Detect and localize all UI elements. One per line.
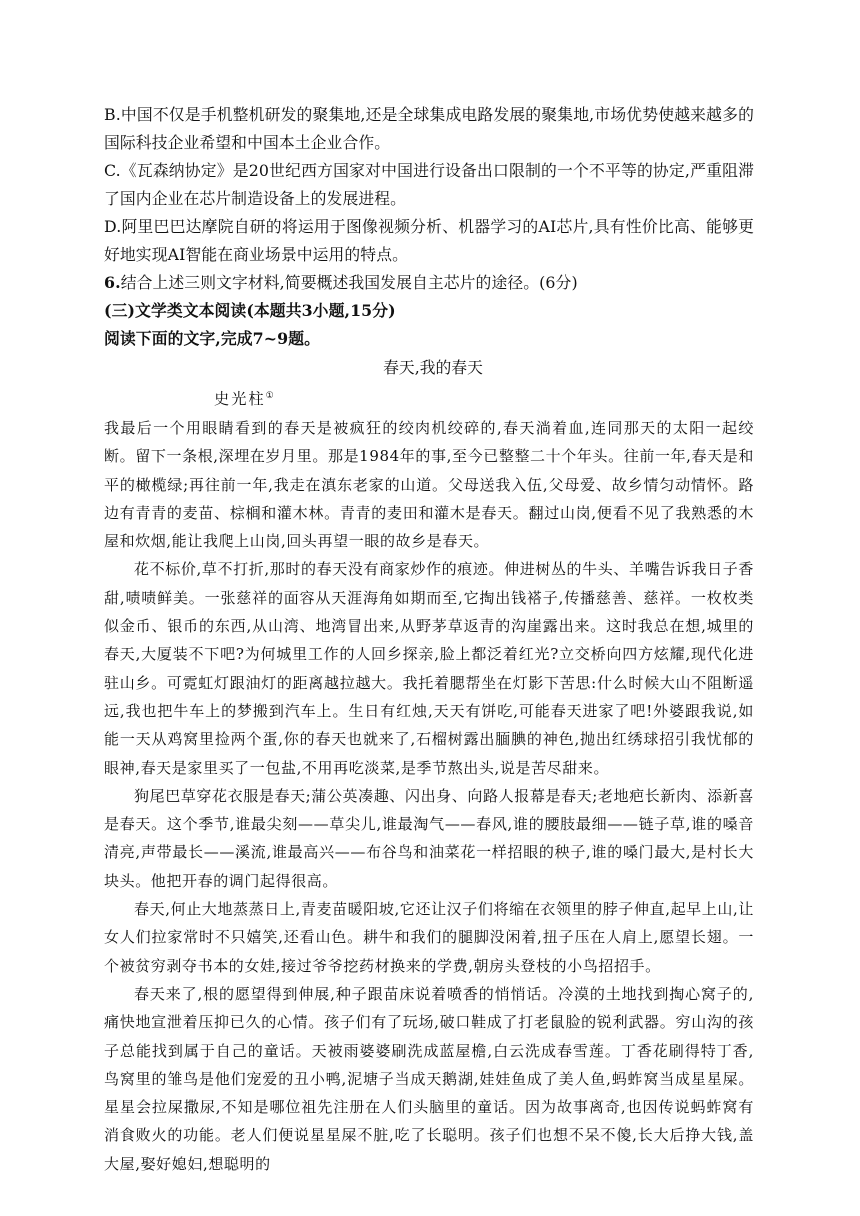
question-6-text: 结合上述三则文字材料,简要概述我国发展自主芯片的途径。(6分) (120, 273, 578, 292)
question-6 (104, 269, 754, 297)
article-paragraph-4: 春天,何止大地蒸蒸日上,青麦苗暖阳坡,它还让汉子们将缩在衣领里的脖子伸直,起早上山,让女人们拉家常时不只嬉笑,还看山色。耕牛和我们的腿脚没闲着,扭子压在人肩上,愿望长翅。一个被贫穷剥夺书本的女娃,接过爷爷挖药材换来的学费,朝房头登枝的小鸟招招手。 (104, 900, 754, 975)
article-paragraph-2: 花不标价,草不打折,那时的春天没有商家炒作的痕迹。伸进树丛的牛头、羊嘴告诉我日子香甜,啧啧鲜美。一张慈祥的面容从天涯海角如期而至,它掏出钱褡子,传播慈善、慈祥。一枚枚类似金币、银币的东西,从山湾、地湾冒出来,从野茅草返青的沟崖露出来。这时我总在想,城里的春天,大厦装不下吧?为何城里工作的人回乡探亲,脸上都泛着红光?立交桥向四方炫耀,现代化进驻山乡。可霓虹灯跟油灯的距离越拉越大。我托着腮帮坐在灯影下苦思:什么时候大山不阻断遥远,我也把牛车上的梦搬到汽车上。生日有红烛,天天有饼吃,可能春天进家了吧!外婆跟我说,如能一天从鸡窝里捡两个蛋,你的春天也就来了,石榴树露出腼腆的神色,抛出红绣球招引我忧郁的眼神,春天是家里买了一包盐,不用再吃淡菜,是季节熬出头,说是苦尽甜来。 (104, 560, 754, 777)
footnote-mark: ① (265, 391, 274, 401)
option-c: C.《瓦森纳协定》是20世纪西方国家对中国进行设备出口限制的一个不平等的协定,严重阻滞了国内企业在芯片制造设备上的发展进程。 (104, 161, 754, 208)
author-name: 史光柱 (214, 390, 266, 408)
article-paragraph-5: 春天来了,根的愿望得到伸展,种子跟苗床说着喷香的悄悄话。冷漠的土地找到掏心窝子的,痛快地宣泄着压抑已久的心情。孩子们有了玩场,破口鞋成了打老鼠脸的锐利武器。穷山沟的孩子总能找到属于自己的童话。天被雨婆婆刷洗成蓝屋檐,白云洗成春雪莲。丁香花刷得特丁香,鸟窝里的雏鸟是他们宠爱的丑小鸭,泥塘子当成天鹅湖,娃娃鱼成了美人鱼,蚂蚱窝当成星星屎。星星会拉屎撒尿,不知是哪位祖先注册在人们头脑里的童话。因为故事离奇,也因传说蚂蚱窝有消食败火的功能。老人们便说星星屎不脏,吃了长聪明。孩子们也想不呆不傻,长大后挣大钱,盖大屋,娶好媳妇,想聪明的 (104, 984, 754, 1173)
article-author (104, 382, 754, 414)
article-paragraph-3: 狗尾巴草穿花衣服是春天;蒲公英凑趣、闪出身、向路人报幕是春天;老地疤长新肉、添新喜是春天。这个季节,谁最尖刻——草尖儿,谁最淘气——春风,谁的腰肢最细——链子草,谁的嗓音清亮,声带最长——溪流,谁最高兴——布谷鸟和油菜花一样招眼的秧子,谁的嗓门最大,是村长大块头。他把开春的调门起得很高。 (104, 786, 754, 890)
article-title: 春天,我的春天 (383, 358, 483, 377)
page-content (104, 101, 754, 1178)
option-d: D.阿里巴巴达摩院自研的将运用于图像视频分析、机器学习的AI芯片,具有性价比高、能够更好地实现AI智能在商业场景中运用的特点。 (104, 217, 754, 264)
section-heading: (三)文学类文本阅读(本题共3小题,15分) (104, 301, 396, 320)
section-instruction: 阅读下面的文字,完成7~9题。 (104, 329, 320, 348)
option-b: B.中国不仅是手机整机研发的聚集地,还是全球集成电路发展的聚集地,市场优势使越来越多的国际科技企业希望和中国本土企业合作。 (104, 105, 754, 152)
article-paragraph-1: 我最后一个用眼睛看到的春天是被疯狂的绞肉机绞碎的,春天淌着血,连同那天的太阳一起绞断。留下一条根,深埋在岁月里。那是1984年的事,至今已整整二十个年头。往前一年,春天是和平的橄榄绿;再往前一年,我走在滇东老家的山道。父母送我入伍,父母爱、故乡情匀动情怀。路边有青青的麦苗、棕榈和灌木林。青青的麦田和灌木是春天。翻过山岗,便看不见了我熟悉的木屋和炊烟,能让我爬上山岗,回头再望一眼的故乡是春天。 (104, 419, 754, 551)
question-6-number: 6. (104, 273, 121, 292)
